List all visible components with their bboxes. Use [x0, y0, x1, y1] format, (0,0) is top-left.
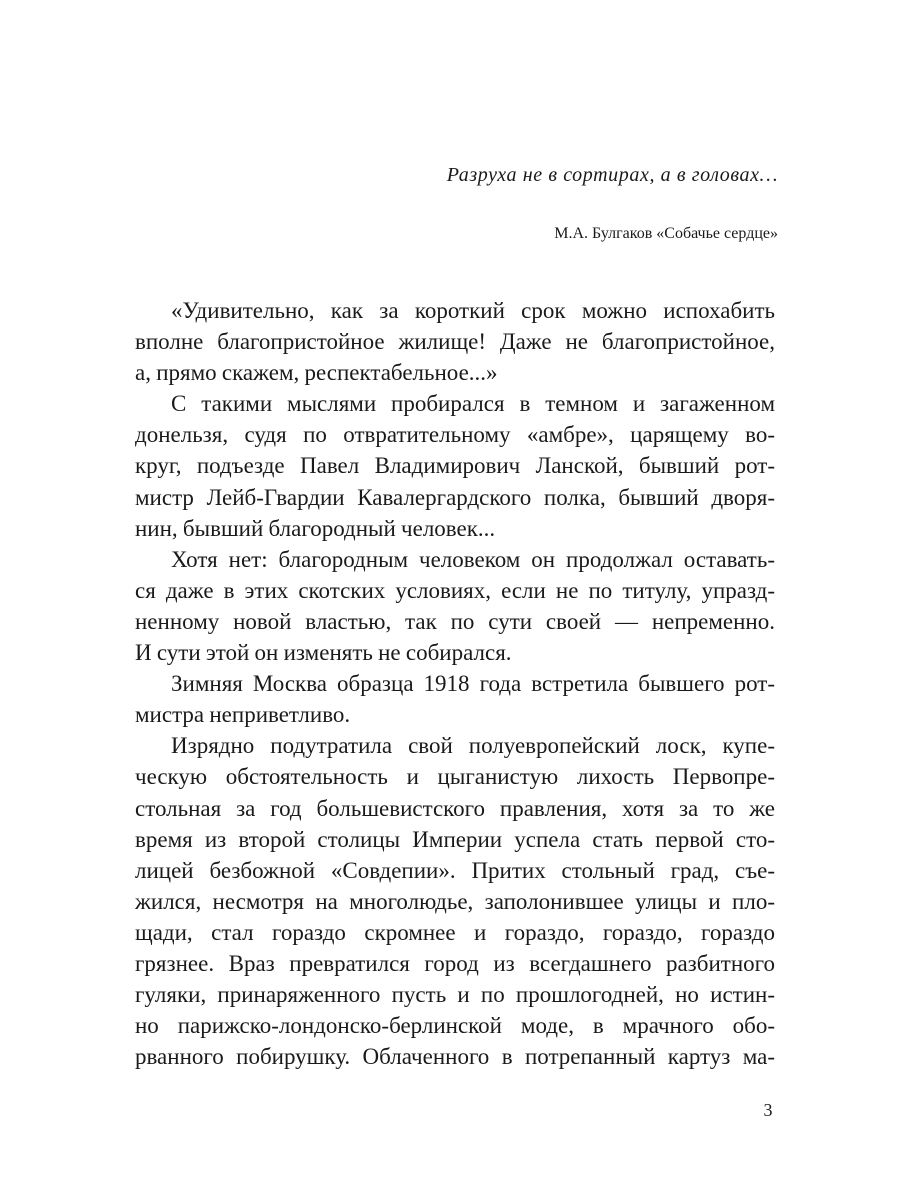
text-line: мистр Лейб-Гвардии Кавалергардского полка, бывший дворя- — [135, 484, 775, 510]
text-line: Зимняя Москва образца 1918 года встретила бывшего рот- — [171, 671, 775, 697]
text-line: ческую обстоятельность и цыганистую лихость Первопре- — [135, 764, 775, 790]
epigraph-quote: Разруха не в сортирах, а в головах… — [446, 164, 778, 186]
epigraph — [447, 158, 778, 246]
text-line: время из второй столицы Империи успела стать первой сто- — [135, 826, 775, 852]
text-line: круг, подъезде Павел Владимирович Ланской, бывший рот- — [135, 453, 775, 479]
text-line: ненному новой властью, так по сути своей — непременно. — [135, 608, 775, 634]
text-line: гуляки, принаряженного пусть и по прошлогодней, но истин- — [135, 982, 775, 1008]
text-line: И сути этой он изменять не собирался. — [135, 640, 512, 666]
text-line: но парижско-лондонско-берлинской моде, в мрачного обо- — [135, 1013, 775, 1039]
text-line: рванного побирушку. Облаченного в потрепанный картуз ма- — [135, 1044, 775, 1070]
text-line: а, прямо скажем, респектабельное...» — [135, 360, 498, 386]
text-line: Хотя нет: благородным человеком он продолжал оставать- — [171, 546, 775, 572]
page-number: 3 — [763, 1100, 773, 1120]
text-line: вполне благопристойное жилище! Даже не благопристойное, — [135, 329, 775, 355]
text-line: Изрядно подутратила свой полуевропейский лоск, купе- — [171, 733, 775, 759]
text-line: грязнее. Враз превратился город из всегдашнего разбитного — [135, 950, 775, 976]
text-line: ся даже в этих скотских условиях, если не по титулу, упразд- — [135, 577, 775, 603]
text-line: «Удивительно, как за короткий срок можно испохабить — [171, 298, 775, 323]
text-line: С такими мыслями пробирался в темном и загаженном — [171, 391, 775, 417]
body-text — [135, 295, 775, 1072]
text-line: мистра неприветливо. — [135, 702, 351, 728]
text-line: щади, стал гораздо скромнее и гораздо, гораздо, гораздо — [135, 919, 775, 945]
text-line: донельзя, судя по отвратительному «амбре», царящему во- — [135, 422, 775, 448]
text-line: нин, бывший благородный человек... — [135, 515, 496, 541]
epigraph-source: М.А. Булгаков «Собачье сердце» — [554, 225, 778, 242]
text-line: жился, несмотря на многолюдье, заполонившее улицы и пло- — [135, 888, 775, 914]
text-line: стольная за год большевистского правления, хотя за то же — [135, 795, 775, 821]
text-line: лицей безбожной «Совдепии». Притих стольный град, съе- — [135, 857, 775, 883]
